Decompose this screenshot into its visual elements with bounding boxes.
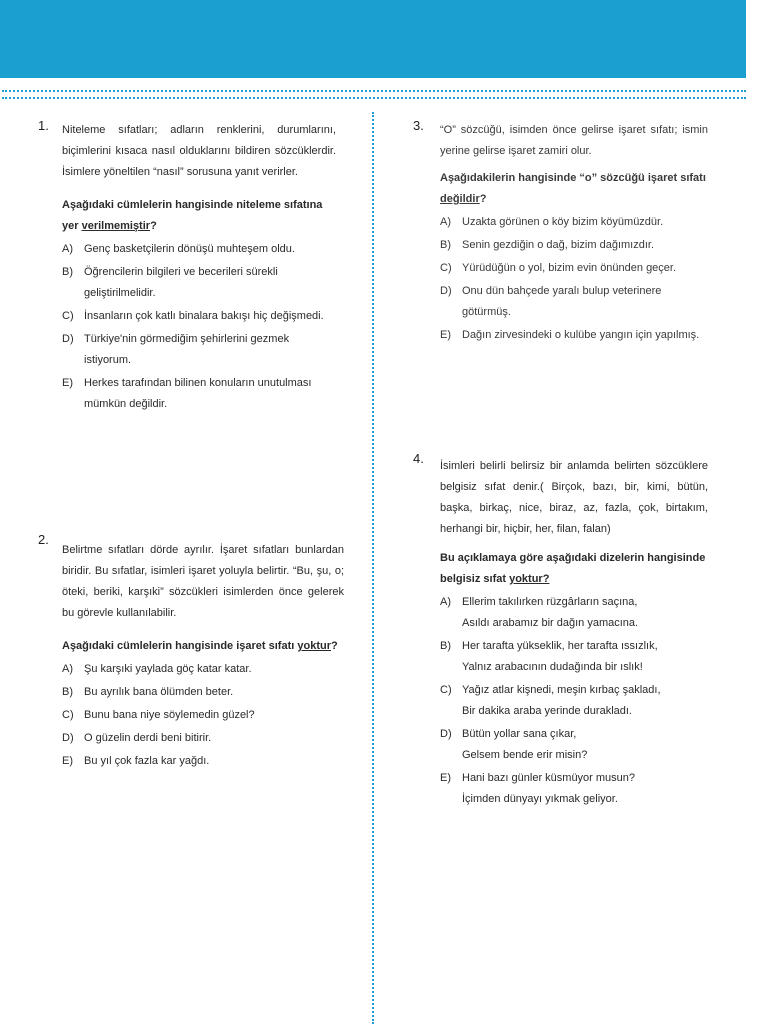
question-4-stem: Bu açıklamaya göre aşağıdaki dizelerin hangisinde belgisiz sıfat yoktur?	[440, 552, 706, 585]
question-3	[440, 120, 708, 348]
question-2	[62, 540, 344, 774]
option-d[interactable]: D) Onu dün bahçede yaralı bulup veterinere götürmüş.	[440, 285, 662, 318]
option-c[interactable]: C) Yağız atlar kişnedi, meşin kırbaç şakladı, Bir dakika araba yerinde durakladı.	[440, 684, 661, 717]
option-b[interactable]: B) Öğrencilerin bilgileri ve becerileri sürekli geliştirilmelidir.	[62, 266, 278, 299]
question-2-number: 2.	[38, 532, 49, 547]
option-d[interactable]: D) Bütün yollar sana çıkar, Gelsem bende erir misin?	[440, 728, 588, 761]
column-divider	[372, 112, 374, 1024]
option-a[interactable]: A) Şu karşıki yaylada göç katar katar.	[62, 663, 252, 675]
option-b[interactable]: B) Her tarafta yükseklik, her tarafta ıssızlık, Yalnız arabacının dudağında bir ıslık!	[440, 640, 658, 673]
option-b[interactable]: B) Senin gezdiğin o dağ, bizim dağımızdır.	[440, 239, 655, 251]
option-c[interactable]: C) Bunu bana niye söylemedin güzel?	[62, 709, 255, 721]
header-band	[0, 0, 746, 78]
question-4-options	[440, 592, 708, 810]
question-3-stem: Aşağıdakilerin hangisinde “o” sözcüğü işaret sıfatı değildir?	[440, 172, 706, 205]
question-2-intro: Belirtme sıfatları dörde ayrılır. İşaret sıfatları bunlardan biridir. Bu sıfatlar, isimleri işaret yoluyla belirtir. “Bu, şu, o; öteki, beriki, karşıki” sözcükleri isimlerden önce gelerek bu görevle kullanılabilir.	[62, 544, 344, 619]
question-1-number: 1.	[38, 118, 49, 133]
option-d[interactable]: D) Türkiye'nin görmediğim şehirlerini gezmek istiyorum.	[62, 333, 290, 366]
option-e[interactable]: E) Dağın zirvesindeki o kulübe yangın için yapılmış.	[440, 329, 700, 341]
question-1-intro: Niteleme sıfatları; adların renklerini, durumlarını, biçimlerini kısaca nasıl olduklarını bildiren sözcüklerdir. İsimlere yöneltilen “nasıl” sorusuna yanıt verirler.	[62, 124, 336, 178]
question-1	[62, 120, 336, 417]
option-e[interactable]: E) Herkes tarafından bilinen konuların unutulması mümkün değildir.	[62, 377, 312, 410]
dotted-divider	[2, 90, 746, 99]
option-c[interactable]: C) İnsanların çok katlı binalara bakışı hiç değişmedi.	[62, 310, 324, 322]
option-a[interactable]: A) Uzakta görünen o köy bizim köyümüzdür.	[440, 216, 664, 228]
question-4-intro: İsimleri belirli belirsiz bir anlamda belirten sözcüklere belgisiz sıfat denir.( Birçok, bazı, bir, kimi, bütün, başka, birkaç, nice, biraz, az, fazla, çok, birtakım, herhangi bir, hiçbir, her, filan, falan)	[440, 460, 708, 535]
option-d[interactable]: D) O güzelin derdi beni bitirir.	[62, 732, 212, 744]
question-2-options	[62, 659, 344, 772]
question-4	[440, 456, 708, 812]
question-4-number: 4.	[413, 451, 424, 466]
question-3-intro: “O” sözcüğü, isimden önce gelirse işaret sıfatı; ismin yerine gelirse işaret zamiri olur.	[440, 124, 708, 157]
question-2-stem: Aşağıdaki cümlelerin hangisinde işaret sıfatı yoktur?	[62, 640, 338, 652]
option-c[interactable]: C) Yürüdüğün o yol, bizim evin önünden geçer.	[440, 262, 677, 274]
option-b[interactable]: B) Bu ayrılık bana ölümden beter.	[62, 686, 234, 698]
option-e[interactable]: E) Hani bazı günler küsmüyor musun? İçimden dünyayı yıkmak geliyor.	[440, 772, 636, 805]
question-3-number: 3.	[413, 118, 424, 133]
question-3-options	[440, 212, 708, 346]
option-a[interactable]: A) Genç basketçilerin dönüşü muhteşem oldu.	[62, 243, 295, 255]
option-e[interactable]: E) Bu yıl çok fazla kar yağdı.	[62, 755, 210, 767]
option-a[interactable]: A) Ellerim takılırken rüzgârların saçına, Asıldı arabamız bir dağın yamacına.	[440, 596, 639, 629]
question-1-stem: Aşağıdaki cümlelerin hangisinde niteleme sıfatına yer verilmemiştir?	[62, 199, 323, 232]
question-1-options	[62, 239, 336, 415]
